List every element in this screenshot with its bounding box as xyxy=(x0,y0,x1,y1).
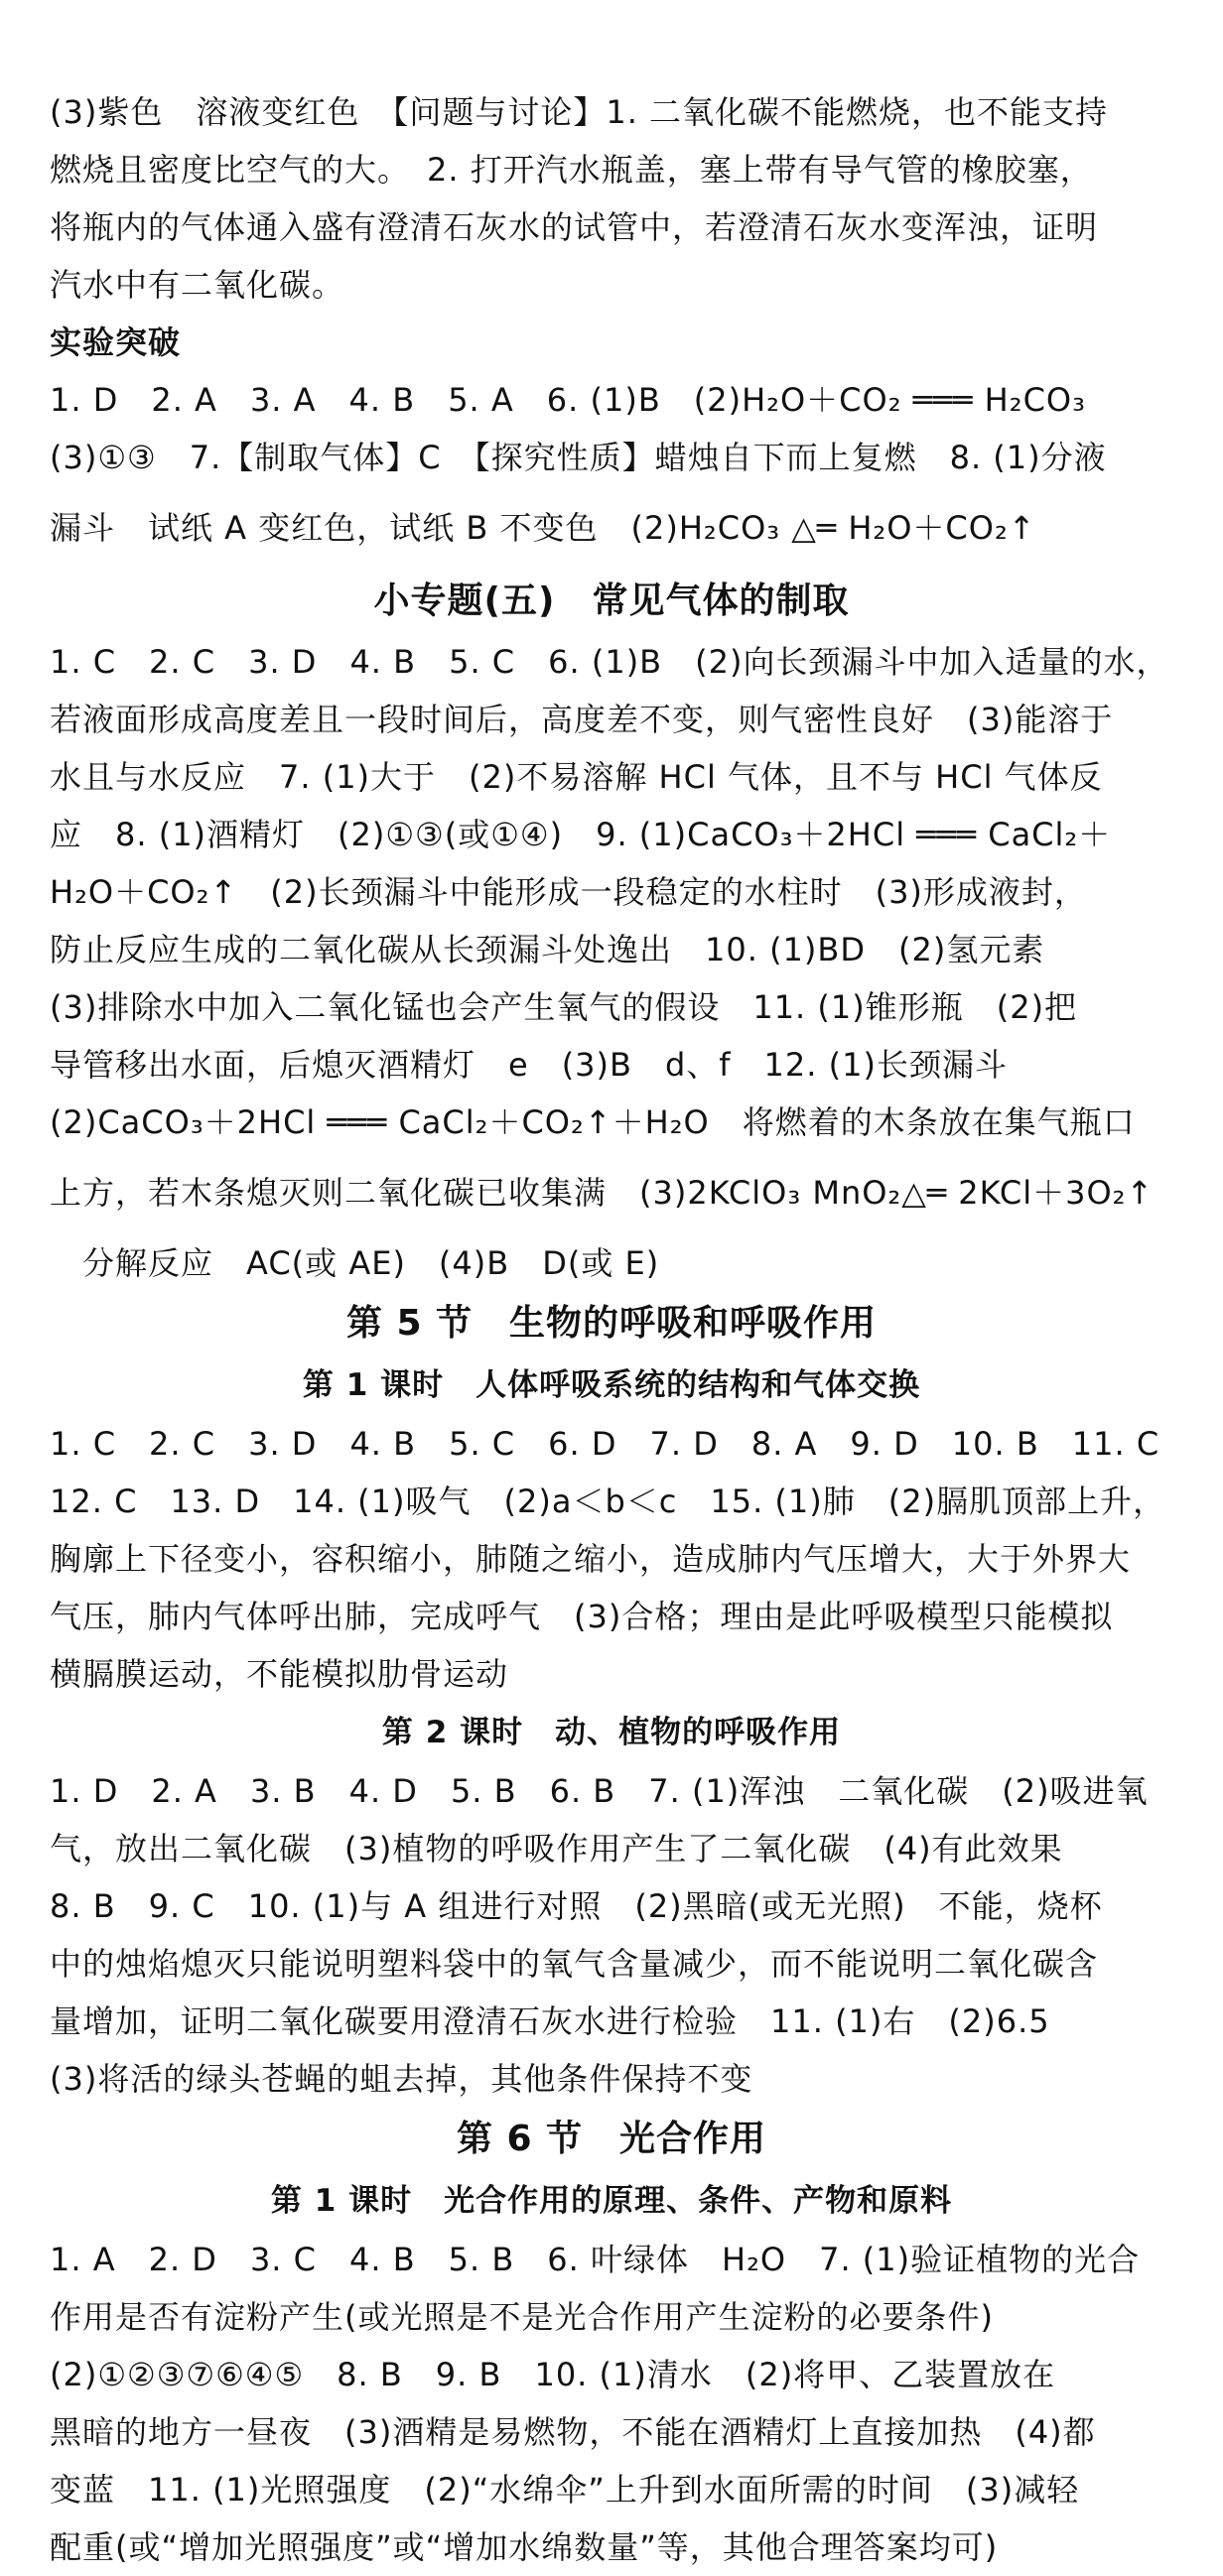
text-line: H₂O＋CO₂↑ (2)长颈漏斗中能形成一段稳定的水柱时 (3)形成液封， xyxy=(50,873,1087,911)
text-line: 横膈膜运动，不能模拟肋骨运动 xyxy=(50,1655,509,1693)
text-line: 应 8. (1)酒精灯 (2)①③(或①④) 9. (1)CaCO₃＋2HCl ═══ CaCl₂＋ xyxy=(50,816,1112,853)
text-line: 分解反应 AC(或 AE) (4)B D(或 E) xyxy=(50,1244,660,1282)
text-line: (2)①②③⑦⑥④⑤ 8. B 9. B 10. (1)清水 (2)将甲、乙装置放在 xyxy=(50,2356,1056,2393)
lesson-heading: 第 1 课时 人体呼吸系统的结构和气体交换 xyxy=(302,1367,921,1403)
text-line: 12. C 13. D 14. (1)吸气 (2)a＜b＜c 15. (1)肺 (2)膈肌顶部上升， xyxy=(50,1482,1166,1520)
text-line: 1. C 2. C 3. D 4. B 5. C 6. (1)B (2)向长颈漏斗中加入适量的水， xyxy=(50,643,1169,681)
text-line: (3)①③ 7.【制取气体】C 【探究性质】蜡烛自下而上复燃 8. (1)分液 xyxy=(50,439,1107,476)
text-line: 导管移出水面，后熄灭酒精灯 e (3)B d、f 12. (1)长颈漏斗 xyxy=(50,1046,1008,1084)
text-line: 配重(或“增加光照强度”或“增加水绵数量”等，其他合理答案均可) xyxy=(50,2528,999,2566)
text-line: 1. D 2. A 3. B 4. D 5. B 6. B 7. (1)浑浊 二氧化碳 (2)吸进氧 xyxy=(50,1772,1149,1810)
lesson-heading: 第 2 课时 动、植物的呼吸作用 xyxy=(381,1715,842,1750)
text-line: (3)将活的绿头苍蝇的蛆去掉，其他条件保持不变 xyxy=(50,2060,753,2098)
text-line: 上方，若木条熄灭则二氧化碳已收集满 (3)2KClO₃ MnO₂△═ 2KCl＋3O₂↑ xyxy=(50,1174,1155,1212)
text-line: 1. D 2. A 3. A 4. B 5. A 6. (1)B (2)H₂O＋CO₂ ═══ H₂CO₃ xyxy=(50,381,1086,419)
text-line: 防止反应生成的二氧化碳从长颈漏斗处逸出 10. (1)BD (2)氢元素 xyxy=(50,931,1045,968)
section-heading: 第 6 节 光合作用 xyxy=(456,2119,767,2159)
section-heading: 小专题(五) 常见气体的制取 xyxy=(373,580,850,621)
text-line: 1. A 2. D 3. C 4. B 5. B 6. 叶绿体 H₂O 7. (1)验证植物的光合 xyxy=(50,2241,1141,2278)
text-line: (3)紫色 溶液变红色 【问题与讨论】1. 二氧化碳不能燃烧，也不能支持 xyxy=(50,93,1109,131)
text-line: 变蓝 11. (1)光照强度 (2)“水绵伞”上升到水面所需的时间 (3)减轻 xyxy=(50,2471,1080,2509)
text-line: 作用是否有淀粉产生(或光照是不是光合作用产生淀粉的必要条件) xyxy=(50,2298,994,2336)
text-line: 汽水中有二氧化碳。 xyxy=(50,266,345,304)
text-line: (2)CaCO₃＋2HCl ═══ CaCl₂＋CO₂↑＋H₂O 将燃着的木条放在集气瓶口 xyxy=(50,1103,1136,1141)
text-line: 气压，肺内气体呼出肺，完成呼气 (3)合格；理由是此呼吸模型只能模拟 xyxy=(50,1598,1114,1635)
text-line: (3)排除水中加入二氧化锰也会产生氧气的假设 11. (1)锥形瓶 (2)把 xyxy=(50,988,1078,1026)
text-line: 漏斗 试纸 A 变红色，试纸 B 不变色 (2)H₂CO₃ △═ H₂O＋CO₂↑ xyxy=(50,509,1036,547)
text-line: 中的烛焰熄灭只能说明塑料袋中的氧气含量减少，而不能说明二氧化碳含 xyxy=(50,1945,1099,1983)
text-line: 将瓶内的气体通入盛有澄清石灰水的试管中，若澄清石灰水变浑浊，证明 xyxy=(50,208,1099,246)
subsection-heading: 实验突破 xyxy=(50,323,182,361)
text-line: 水且与水反应 7. (1)大于 (2)不易溶解 HCl 气体，且不与 HCl 气体反 xyxy=(50,758,1103,796)
section-heading: 第 5 节 生物的呼吸和呼吸作用 xyxy=(345,1303,878,1344)
text-line: 8. B 9. C 10. (1)与 A 组进行对照 (2)黑暗(或无光照) 不能，烧杯 xyxy=(50,1887,1103,1925)
lesson-heading: 第 1 课时 光合作用的原理、条件、产物和原料 xyxy=(270,2183,953,2219)
text-line: 黑暗的地方一昼夜 (3)酒精是易燃物，不能在酒精灯上直接加热 (4)都 xyxy=(50,2413,1096,2451)
text-line: 1. C 2. C 3. D 4. B 5. C 6. D 7. D 8. A 9. D 10. B 11. C xyxy=(50,1425,1160,1463)
text-line: 胸廓上下径变小，容积缩小，肺随之缩小，造成肺内气压增大，大于外界大 xyxy=(50,1540,1132,1578)
text-line: 燃烧且密度比空气的大。 2. 打开汽水瓶盖，塞上带有导气管的橡胶塞， xyxy=(50,151,1093,189)
text-line: 量增加，证明二氧化碳要用澄清石灰水进行检验 11. (1)右 (2)6.5 xyxy=(50,2002,1050,2040)
text-line: 若液面形成高度差且一段时间后，高度差不变，则气密性良好 (3)能溶于 xyxy=(50,701,1114,738)
text-line: 气，放出二氧化碳 (3)植物的呼吸作用产生了二氧化碳 (4)有此效果 xyxy=(50,1830,1063,1868)
